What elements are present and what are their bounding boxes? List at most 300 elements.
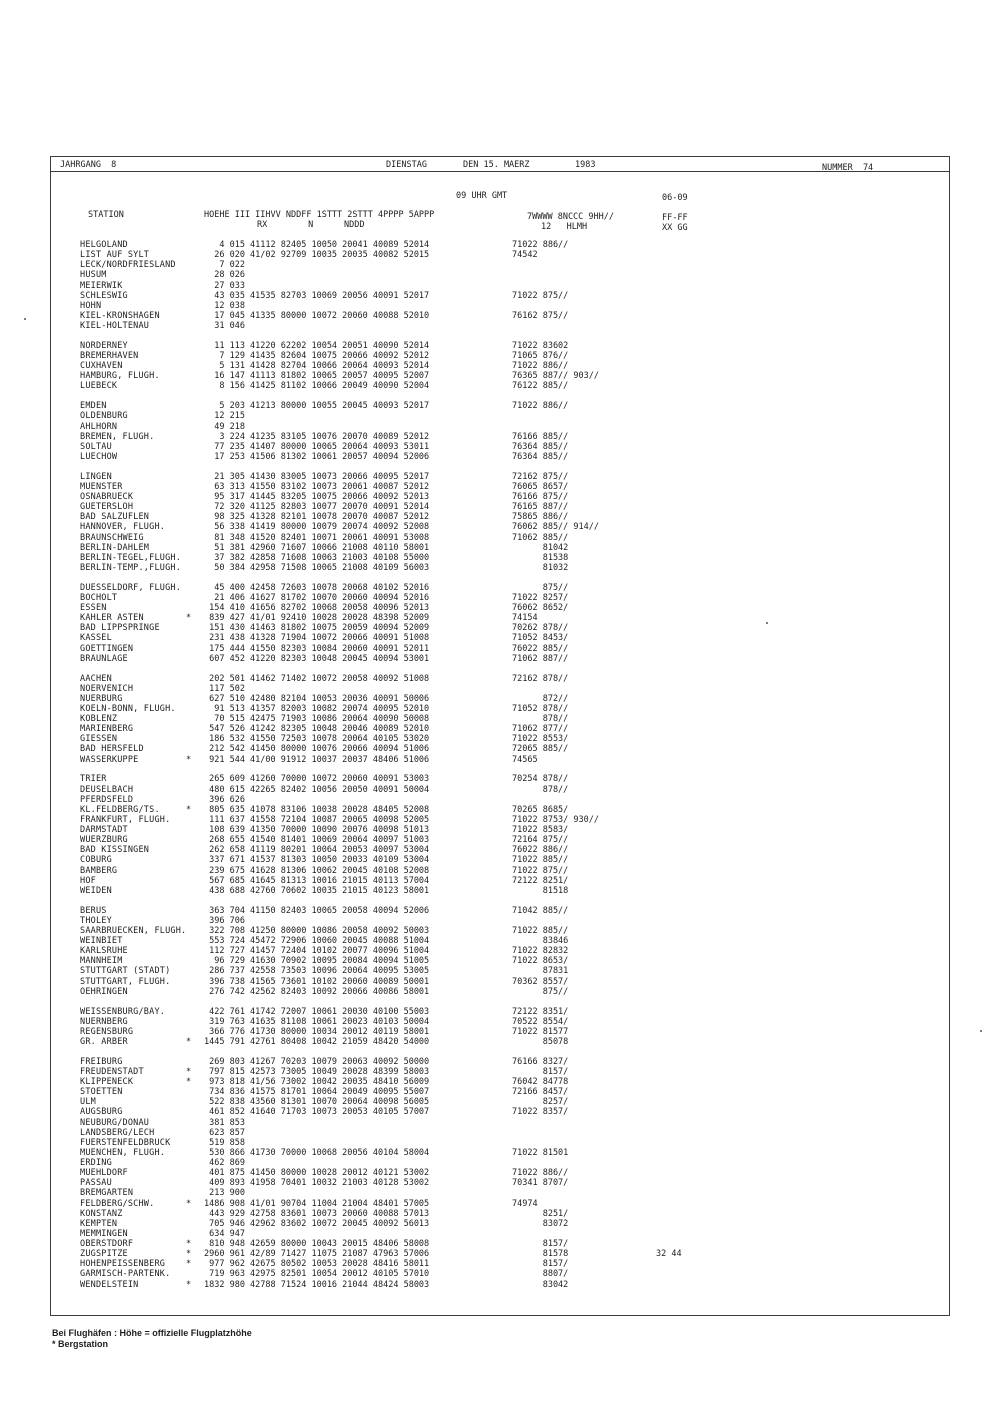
table-row <box>0 906 1000 916</box>
table-row <box>0 1107 1000 1117</box>
station-name: COBURG <box>80 855 112 866</box>
synop-extra-groups: 74974 <box>512 1198 538 1209</box>
synop-groups: 98 325 41328 82101 10078 20070 40087 52012 <box>204 512 430 523</box>
station-name: KAHLER ASTEN <box>80 613 144 624</box>
synop-groups: 461 852 41640 71703 10073 20053 40105 57007 <box>204 1107 430 1118</box>
table-row <box>0 1168 1000 1178</box>
synop-extra-groups: 70254 878// <box>512 774 569 785</box>
synop-extra-groups: 71062 885// <box>512 532 569 543</box>
station-name: BAD SALZUFLEN <box>80 512 150 523</box>
station-name: WASSERKUPPE <box>80 754 139 765</box>
table-row <box>0 512 1000 522</box>
scan-speck <box>980 1030 982 1032</box>
table-row <box>0 774 1000 784</box>
synop-groups: 96 729 41630 70902 10095 20084 40094 51005 <box>204 956 430 967</box>
synop-groups: 409 893 41958 70401 10032 21003 40128 53002 <box>204 1178 430 1189</box>
synop-groups: 239 675 41628 81306 10062 20045 40108 52008 <box>204 865 430 876</box>
table-row <box>0 502 1000 512</box>
synop-extra-groups: 71065 876// <box>512 351 569 361</box>
station-name: HANNOVER, FLUGH. <box>80 522 166 533</box>
synop-extra-groups: 71042 885// <box>512 905 569 916</box>
synop-extra-groups: 70262 878// <box>512 623 569 634</box>
group2-column-header: 7WWWW 8NCCC 9HH// <box>527 212 614 222</box>
table-row <box>0 1249 1000 1259</box>
synop-extra-groups: 81518 <box>512 885 569 896</box>
station-name: PFERDSFELD <box>80 794 134 805</box>
station-name: NORDERNEY <box>80 340 128 351</box>
table-row <box>0 613 1000 623</box>
station-name: HAMBURG, FLUGH. <box>80 371 160 382</box>
table-row <box>0 432 1000 442</box>
synop-groups: 26 020 41/02 92709 10035 20035 40082 52015 <box>204 250 430 261</box>
station-name: NOERVENICH <box>80 683 134 694</box>
station-name: OSNABRUECK <box>80 492 134 502</box>
station-name: BREMERHAVEN <box>80 351 139 361</box>
synop-extra-groups: 70265 8685/ <box>512 804 569 815</box>
table-row <box>0 916 1000 926</box>
table-row <box>0 977 1000 987</box>
mountain-station-marker: * <box>186 1279 192 1290</box>
mountain-station-marker: * <box>186 1259 192 1270</box>
synop-extra-groups: 72166 8457/ <box>512 1087 569 1098</box>
mountain-station-marker: * <box>186 1067 192 1077</box>
synop-groups: 5 203 41213 80000 10055 20045 40093 52017 <box>204 401 430 412</box>
table-row <box>0 987 1000 997</box>
synop-groups: 268 655 41540 81401 10069 20064 40097 51003 <box>204 835 430 846</box>
synop-groups: 81 348 41520 82401 10071 20061 40091 53008 <box>204 532 430 543</box>
synop-extra-groups: 71022 8553/ <box>512 734 569 745</box>
synop-groups: 3 224 41235 83105 10076 20070 40089 52012 <box>204 431 430 442</box>
scan-speck <box>766 622 768 624</box>
synop-extra-groups: 71022 886// <box>512 240 569 250</box>
station-name: FELDBERG/SCHW. <box>80 1198 155 1209</box>
synop-extra-groups: 87831 <box>512 966 569 977</box>
table-row <box>0 361 1000 371</box>
synop-groups: 17 253 41506 81302 10061 20057 40094 52006 <box>204 451 430 462</box>
synop-extra-groups: 85078 <box>512 1036 569 1047</box>
synop-groups: 443 929 42758 83601 10073 20060 40088 57013 <box>204 1208 430 1219</box>
synop-extra-groups: 71022 886// <box>512 361 569 372</box>
station-name: MANNHEIM <box>80 956 123 967</box>
synop-extra-groups: 71022 8753/ 930// <box>512 814 599 825</box>
station-name: BERLIN-TEGEL,FLUGH. <box>80 552 182 563</box>
table-row <box>0 714 1000 724</box>
table-row <box>0 724 1000 734</box>
synop-groups: 175 444 41550 82303 10084 20060 40091 52011 <box>204 643 430 654</box>
table-row <box>0 654 1000 664</box>
station-name: ULM <box>80 1097 96 1108</box>
synop-extra-groups: 81538 <box>512 552 569 563</box>
synop-groups: 51 381 42960 71607 10066 21008 40110 58001 <box>204 542 430 553</box>
synop-groups: 212 542 41450 80000 10076 20066 40094 51006 <box>204 744 430 755</box>
synop-extra-groups: 875// <box>512 986 569 997</box>
synop-groups: 797 815 42573 73005 10049 20028 48399 58003 <box>204 1067 430 1077</box>
synop-extra-groups: 71022 81501 <box>512 1147 569 1158</box>
synop-extra-groups: 71022 875// <box>512 865 569 876</box>
station-column-header: STATION <box>88 210 124 220</box>
station-name: STOETTEN <box>80 1087 123 1098</box>
synop-groups: 1486 908 41/01 90704 11004 21004 48401 57005 <box>204 1198 430 1209</box>
synop-extra-groups: 76166 8327/ <box>512 1056 569 1067</box>
station-name: DUESSELDORF, FLUGH. <box>80 582 182 593</box>
station-name: BERLIN-DAHLEM <box>80 542 150 553</box>
station-name: KOELN-BONN, FLUGH. <box>80 703 176 714</box>
station-name: SCHLESWIG <box>80 290 128 301</box>
station-name: LINGEN <box>80 471 112 482</box>
synop-groups: 72 320 41125 82803 10077 20070 40091 52014 <box>204 502 430 513</box>
table-row <box>0 270 1000 280</box>
synop-groups: 607 452 41220 82303 10048 20045 40094 53001 <box>204 653 430 664</box>
station-name: BAD KISSINGEN <box>80 845 150 856</box>
group-column-header: HOEHE III IIHVV NDDFF 1STTT 2STTT 4PPPP 5APPP <box>204 210 435 220</box>
station-name: BERUS <box>80 905 107 916</box>
table-row <box>0 1188 1000 1198</box>
table-row <box>0 401 1000 411</box>
synop-extra-groups: 71022 886// <box>512 1168 569 1179</box>
station-name: BAD HERSFELD <box>80 744 144 755</box>
synop-groups: 213 900 <box>204 1188 245 1199</box>
synop-extra-groups: 71022 81577 <box>512 1026 569 1037</box>
station-name: LUECHOW <box>80 451 118 462</box>
table-row <box>0 311 1000 321</box>
ff-column-header: FF-FF <box>662 213 688 223</box>
table-row <box>0 815 1000 825</box>
synop-extra-groups: 76122 885// <box>512 381 569 392</box>
table-row <box>0 633 1000 643</box>
table-row <box>0 623 1000 633</box>
synop-extra-groups: 83072 <box>512 1218 569 1229</box>
station-name: EMDEN <box>80 401 107 412</box>
station-name: KARLSRUHE <box>80 946 128 957</box>
station-name: BAD LIPPSPRINGE <box>80 623 160 634</box>
synop-extra-groups: 72164 875// <box>512 835 569 846</box>
table-row <box>0 593 1000 603</box>
table-row <box>0 371 1000 381</box>
station-name: SAARBRUECKEN, FLUGH. <box>80 925 187 936</box>
station-name: KIEL-KRONSHAGEN <box>80 310 160 321</box>
synop-extra-groups: 81042 <box>512 542 569 553</box>
group2-column-subheader: 12 HLMH <box>541 222 588 232</box>
station-name: KLIPPENECK <box>80 1077 134 1088</box>
station-name: OEHRINGEN <box>80 986 128 997</box>
synop-extra-groups: 71022 885// <box>512 855 569 866</box>
synop-extra-groups: 71022 886// <box>512 401 569 412</box>
synop-groups: 56 338 41419 80000 10079 20074 40092 52008 <box>204 522 430 533</box>
synop-groups: 396 738 41565 73601 10102 20060 40089 50001 <box>204 976 430 987</box>
synop-groups: 12 038 <box>204 300 245 311</box>
table-row <box>0 472 1000 482</box>
synop-extra-groups: 71062 877// <box>512 724 569 735</box>
synop-extra-groups: 76042 84778 <box>512 1077 569 1088</box>
mountain-station-marker: * <box>186 1036 192 1047</box>
table-row <box>0 855 1000 865</box>
synop-extra-groups: 72162 875// <box>512 471 569 482</box>
table-row <box>0 260 1000 270</box>
synop-extra-groups: 74154 <box>512 613 538 624</box>
station-name: BRAUNLAGE <box>80 653 128 664</box>
table-row <box>0 1158 1000 1168</box>
synop-groups: 50 384 42958 71508 10065 21008 40109 56003 <box>204 562 430 573</box>
table-row <box>0 694 1000 704</box>
synop-extra-groups: 71022 8357/ <box>512 1107 569 1118</box>
synop-extra-groups: 72162 878// <box>512 673 569 684</box>
synop-groups: 31 046 <box>204 321 245 331</box>
station-name: KOBLENZ <box>80 714 118 724</box>
station-name: STUTTGART (STADT) <box>80 966 171 977</box>
table-row <box>0 1209 1000 1219</box>
mountain-station-marker: * <box>186 613 192 624</box>
footnote-airport: Bei Flughäfen : Höhe = offizielle Flugplatzhöhe <box>52 1328 252 1338</box>
mountain-station-marker: * <box>186 804 192 815</box>
synop-groups: 269 803 41267 70203 10079 20063 40092 50000 <box>204 1056 430 1067</box>
synop-extra-groups: 76062 8652/ <box>512 603 569 613</box>
station-name: KIEL-HOLTENAU <box>80 321 150 331</box>
synop-groups: 977 962 42675 80502 10053 20028 48416 58011 <box>204 1259 430 1270</box>
synop-groups: 810 948 42659 80000 10043 20015 48406 58008 <box>204 1239 430 1249</box>
table-row <box>0 250 1000 260</box>
synop-extra-groups: 76364 885// <box>512 441 569 452</box>
station-name: SOLTAU <box>80 441 112 452</box>
station-name: OLDENBURG <box>80 411 128 422</box>
station-name: LIST AUF SYLT <box>80 250 150 261</box>
synop-groups: 45 400 42458 72603 10078 20068 40102 52016 <box>204 582 430 593</box>
table-row <box>0 876 1000 886</box>
group-column-subheader: RX N NDDD <box>257 220 365 230</box>
synop-groups: 480 615 42265 82402 10056 20050 40091 50004 <box>204 784 430 795</box>
station-name: FREIBURG <box>80 1056 123 1067</box>
station-name: HELGOLAND <box>80 240 128 250</box>
synop-extra-groups: 71022 875// <box>512 290 569 301</box>
synop-groups: 21 305 41430 83005 10073 20066 40095 52017 <box>204 471 430 482</box>
station-name: HUSUM <box>80 270 107 281</box>
time-range: 06-09 <box>662 193 688 203</box>
synop-groups: 11 113 41220 62202 10054 20051 40090 52014 <box>204 340 430 351</box>
table-row <box>0 533 1000 543</box>
synop-extra-groups: 878// <box>512 714 569 724</box>
table-row <box>0 492 1000 502</box>
synop-extra-groups: 76166 875// <box>512 492 569 502</box>
table-row <box>0 1087 1000 1097</box>
synop-groups: 422 761 41742 72007 10061 20030 40100 55003 <box>204 1006 430 1017</box>
table-row <box>0 744 1000 754</box>
station-name: HOHENPEISSENBERG <box>80 1259 166 1270</box>
table-row <box>0 734 1000 744</box>
synop-extra-groups: 72122 8251/ <box>512 875 569 886</box>
station-name: GR. ARBER <box>80 1036 128 1047</box>
synop-extra-groups: 83042 <box>512 1279 569 1290</box>
synop-groups: 1445 791 42761 80408 10042 21059 48420 54000 <box>204 1036 430 1047</box>
station-name: TRIER <box>80 774 107 785</box>
station-name: AHLHORN <box>80 421 118 432</box>
synop-extra-groups: 81578 <box>512 1249 569 1260</box>
mountain-station-marker: * <box>186 1198 192 1209</box>
station-name: HOF <box>80 875 96 886</box>
synop-extra-groups: 76364 885// <box>512 451 569 462</box>
synop-groups: 21 406 41627 81702 10070 20060 40094 52016 <box>204 592 430 603</box>
table-row <box>0 674 1000 684</box>
synop-groups: 319 763 41635 81108 10061 20023 40103 50004 <box>204 1016 430 1027</box>
station-name: OBERSTDORF <box>80 1239 134 1249</box>
synop-groups: 719 963 42975 82501 10054 20012 40105 57010 <box>204 1269 430 1280</box>
table-row <box>0 1067 1000 1077</box>
synop-groups: 381 853 <box>204 1117 245 1128</box>
station-name: FUERSTENFELDBRUCK <box>80 1137 171 1148</box>
station-name: DEUSELBACH <box>80 784 134 795</box>
station-name: WEISSENBURG/BAY. <box>80 1006 166 1017</box>
table-row <box>0 442 1000 452</box>
table-row <box>0 1229 1000 1239</box>
table-row <box>0 1097 1000 1107</box>
synop-groups: 117 502 <box>204 683 245 694</box>
table-row <box>0 966 1000 976</box>
synop-groups: 623 857 <box>204 1127 245 1138</box>
table-row <box>0 795 1000 805</box>
station-name: BOCHOLT <box>80 592 118 603</box>
table-row <box>0 341 1000 351</box>
synop-extra-groups: 71062 887// <box>512 653 569 664</box>
synop-groups: 553 724 45472 72906 10060 20045 40088 51004 <box>204 936 430 946</box>
synop-extra-groups: 76166 885// <box>512 431 569 442</box>
gg-column-header: XX GG <box>662 223 688 233</box>
table-row <box>0 543 1000 553</box>
table-row <box>0 422 1000 432</box>
station-name: ZUGSPITZE <box>80 1249 128 1260</box>
table-row <box>0 1239 1000 1249</box>
table-row <box>0 926 1000 936</box>
station-name: GIESSEN <box>80 734 118 745</box>
table-row <box>0 1259 1000 1269</box>
table-row <box>0 411 1000 421</box>
station-name: WENDELSTEIN <box>80 1279 139 1290</box>
station-name: KEMPTEN <box>80 1218 118 1229</box>
synop-groups: 112 727 41457 72404 10102 20077 40096 51004 <box>204 946 430 957</box>
station-name: MUENSTER <box>80 481 123 492</box>
mountain-station-marker: * <box>186 1239 192 1249</box>
synop-groups: 705 946 42962 83602 10072 20045 40092 56013 <box>204 1218 430 1229</box>
synop-groups: 4 015 41112 82405 10050 20041 40089 52014 <box>204 240 430 250</box>
table-row <box>0 1178 1000 1188</box>
synop-groups: 262 658 41119 80201 10064 20053 40097 53004 <box>204 845 430 856</box>
synop-extra-groups: 72065 885// <box>512 744 569 755</box>
synop-extra-groups: 76165 887// <box>512 502 569 513</box>
synop-extra-groups: 8257/ <box>512 1097 569 1108</box>
synop-groups: 70 515 42475 71903 10086 20064 40090 50008 <box>204 714 430 724</box>
synop-extra-groups: 76162 875// <box>512 310 569 321</box>
synop-extra-groups: 8157/ <box>512 1259 569 1270</box>
synop-extra-groups: 71022 82832 <box>512 946 569 957</box>
synop-groups: 37 382 42858 71608 10063 21003 40108 55000 <box>204 552 430 563</box>
station-name: NUERNBERG <box>80 1016 128 1027</box>
year-label: 1983 <box>575 160 596 170</box>
station-name: NUERBURG <box>80 693 123 704</box>
station-name: KASSEL <box>80 633 112 644</box>
synop-groups: 154 410 41656 82702 10068 20058 40096 52013 <box>204 603 430 613</box>
synop-extra-groups: 71022 8583/ <box>512 825 569 835</box>
table-row <box>0 845 1000 855</box>
synop-groups: 27 033 <box>204 280 245 291</box>
header-divider <box>50 171 950 172</box>
station-name: BERLIN-TEMP.,FLUGH. <box>80 562 182 573</box>
synop-groups: 7 129 41435 82604 10075 20066 40092 52012 <box>204 351 430 361</box>
synop-extra-groups: 8251/ <box>512 1208 569 1219</box>
synop-extra-groups: 81032 <box>512 562 569 573</box>
synop-groups: 108 639 41350 70000 10090 20076 40098 51013 <box>204 825 430 835</box>
table-row <box>0 301 1000 311</box>
station-name: DARMSTADT <box>80 825 128 835</box>
synop-extra-groups: 71022 83602 <box>512 340 569 351</box>
table-row <box>0 835 1000 845</box>
station-name: GUETERSLOH <box>80 502 134 513</box>
synop-extra-groups: 74542 <box>512 250 538 261</box>
synop-groups: 91 513 41357 82003 10082 20074 40095 52010 <box>204 703 430 714</box>
station-name: ERDING <box>80 1158 112 1168</box>
synop-groups: 286 737 42558 73503 10096 20064 40095 53005 <box>204 966 430 977</box>
table-row <box>0 936 1000 946</box>
table-row <box>0 956 1000 966</box>
synop-extra-groups: 76022 886// <box>512 845 569 856</box>
synop-groups: 265 609 41260 70000 10072 20060 40091 53003 <box>204 774 430 785</box>
mountain-station-marker: * <box>186 1077 192 1088</box>
table-row <box>0 351 1000 361</box>
station-name: GARMISCH-PARTENK. <box>80 1269 171 1280</box>
mountain-station-marker: * <box>186 754 192 765</box>
scan-speck <box>24 318 26 320</box>
synop-groups: 28 026 <box>204 270 245 281</box>
station-name: KL.FELDBERG/TS. <box>80 804 160 815</box>
synop-groups: 1832 980 42788 71524 10016 21044 48424 58003 <box>204 1279 430 1290</box>
station-name: LECK/NORDFRIESLAND <box>80 260 176 271</box>
station-name: MUEHLDORF <box>80 1168 128 1179</box>
table-row <box>0 240 1000 250</box>
station-name: FRANKFURT, FLUGH. <box>80 814 171 825</box>
station-name: PASSAU <box>80 1178 112 1189</box>
table-row <box>0 381 1000 391</box>
table-row <box>0 785 1000 795</box>
station-name: BREMEN, FLUGH. <box>80 431 155 442</box>
synop-groups: 366 776 41730 80000 10034 20012 40119 58001 <box>204 1026 430 1037</box>
synop-extra-groups: 71022 885// <box>512 925 569 936</box>
table-row <box>0 1128 1000 1138</box>
table-row <box>0 1138 1000 1148</box>
table-row <box>0 825 1000 835</box>
synop-groups: 95 317 41445 83205 10075 20066 40092 52013 <box>204 492 430 502</box>
synop-groups: 16 147 41113 81802 10065 20057 40095 52007 <box>204 371 430 382</box>
station-name: MARIENBERG <box>80 724 134 735</box>
station-name: MEMMINGEN <box>80 1228 128 1239</box>
station-name: WEINBIET <box>80 936 123 946</box>
synop-groups: 2960 961 42/89 71427 11075 21087 47963 57006 <box>204 1249 430 1260</box>
synop-extra-groups: 76062 885// 914// <box>512 522 599 533</box>
synop-groups: 231 438 41328 71904 10072 20066 40091 51008 <box>204 633 430 644</box>
synop-groups: 530 866 41730 70000 10068 20056 40104 58004 <box>204 1147 430 1158</box>
synop-extra-groups: 8807/ <box>512 1269 569 1280</box>
table-row <box>0 321 1000 331</box>
station-name: LANDSBERG/LECH <box>80 1127 155 1138</box>
synop-extra-groups: 75865 886// <box>512 512 569 523</box>
station-name: CUXHAVEN <box>80 361 123 372</box>
synop-groups: 186 532 41550 72503 10078 20064 40105 53020 <box>204 734 430 745</box>
synop-groups: 151 430 41463 81802 10075 20059 40094 52009 <box>204 623 430 634</box>
synop-groups: 567 685 41645 81313 10016 21015 40113 57004 <box>204 875 430 886</box>
station-name: MEIERWIK <box>80 280 123 291</box>
synop-extra-groups: 71022 8653/ <box>512 956 569 967</box>
station-name: REGENSBURG <box>80 1026 134 1037</box>
table-row <box>0 1017 1000 1027</box>
station-name: BRAUNSCHWEIG <box>80 532 144 543</box>
table-row <box>0 1007 1000 1017</box>
table-row <box>0 1057 1000 1067</box>
synop-groups: 921 544 41/00 91912 10037 20037 48406 51006 <box>204 754 430 765</box>
